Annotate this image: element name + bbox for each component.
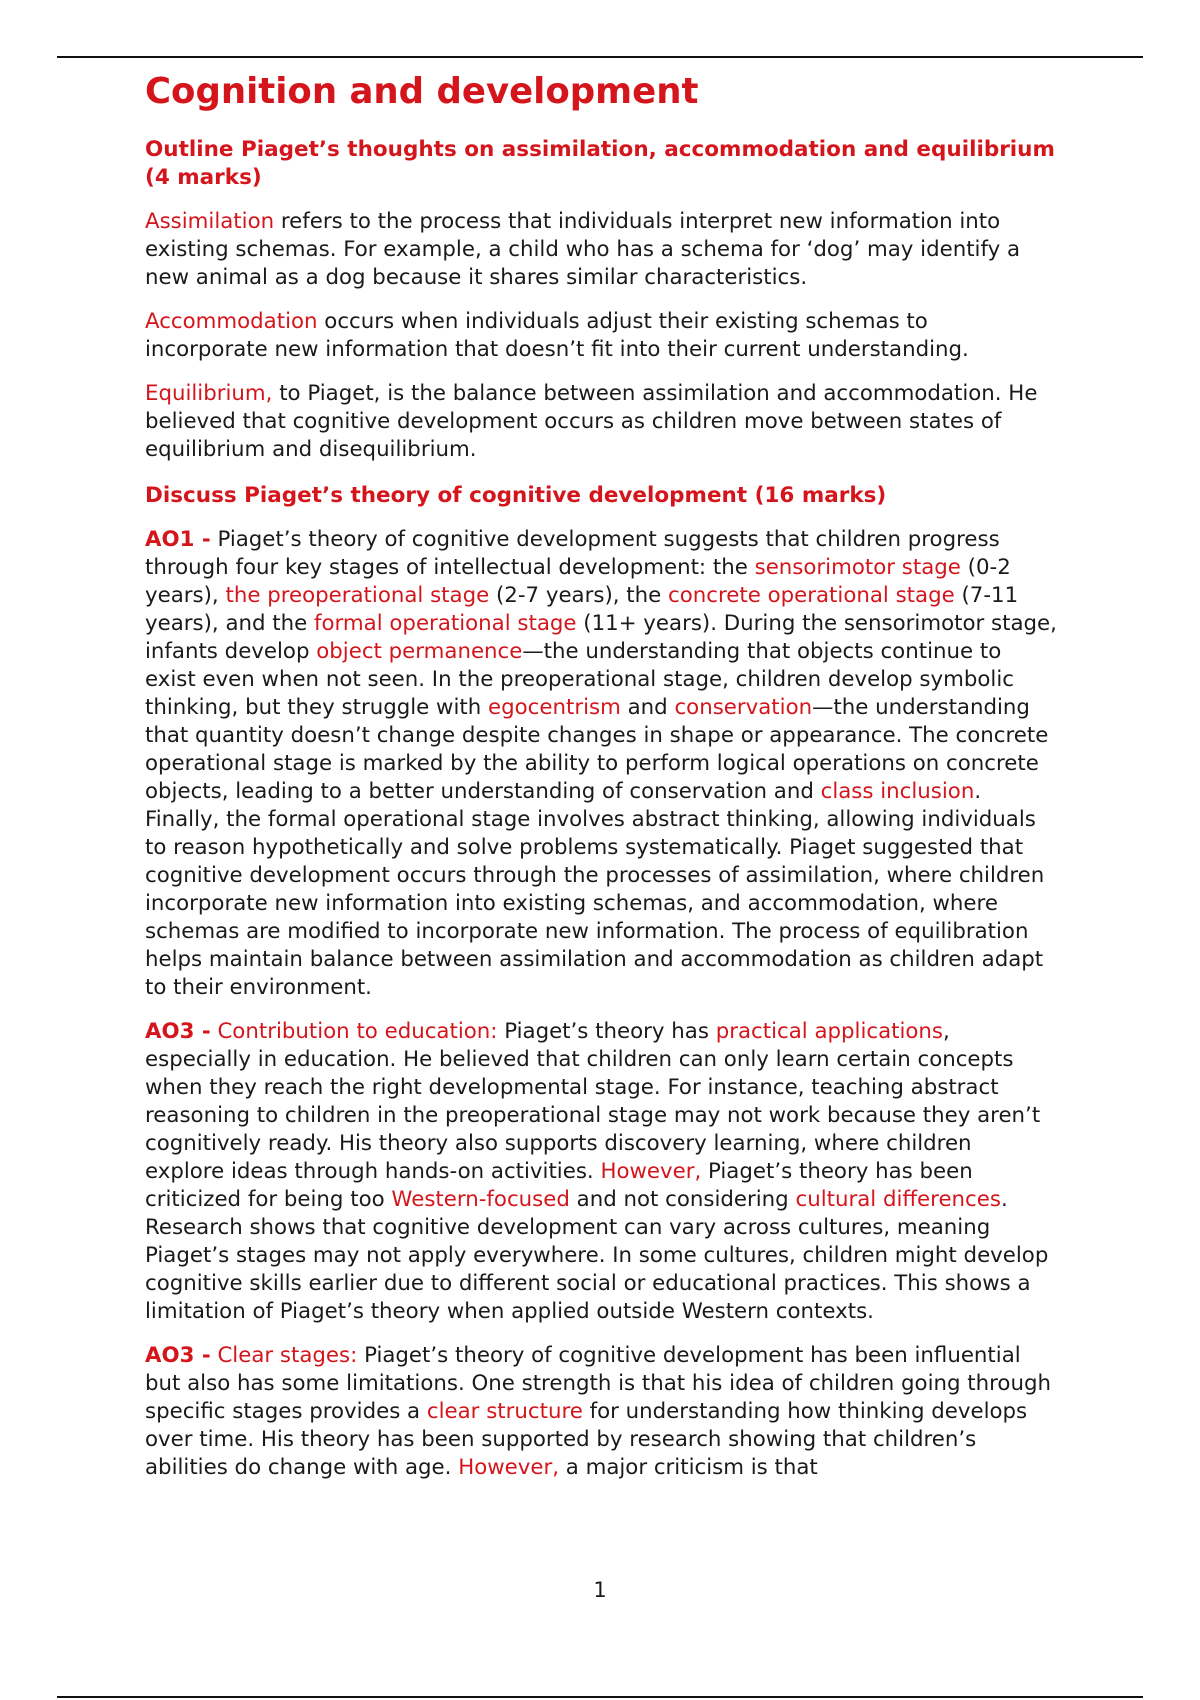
highlight-clear-structure: clear structure xyxy=(426,1399,583,1424)
highlight-formal-operational: formal operational stage xyxy=(314,611,577,636)
text-run: . Finally, the formal operational stage involves abstract thinking, allowing individuals to reason hypothetically and solve problems systematically. Piaget suggested that cognitive development occurs through the processes of assimilation, where children incorporate new information into existing schemas, and accommodation, where schemas are modified to incorporate new information. The process of equilibration helps maintain balance between assimilation and accommodation as children adapt to their environment. xyxy=(145,779,1045,1000)
text-run: (7-11 years), and the xyxy=(145,583,1019,636)
highlight-egocentrism: egocentrism xyxy=(488,695,621,720)
section-heading-outline: Outline Piaget’s thoughts on assimilation, accommodation and equilibrium (4 marks) xyxy=(145,137,1055,190)
highlight-cultural-differences: cultural differences xyxy=(795,1187,1001,1212)
highlight-however: However, xyxy=(458,1455,559,1480)
highlight-concrete-operational: concrete operational stage xyxy=(668,583,955,608)
text-run: and xyxy=(620,695,675,720)
page-title: Cognition and development xyxy=(145,71,699,112)
text-run: —the understanding that quantity doesn’t change despite changes in shape or appearance. The concrete operational stage is marked by the ability to perform logical operations on concrete objects, leading to a better understanding of conservation and xyxy=(145,695,1049,804)
text-run: . Research shows that cognitive development can vary across cultures, meaning Piaget’s stages may not apply everywhere. In some cultures, children might develop cognitive skills earlier due to different social or educational practices. This shows a limitation of Piaget’s theory when applied outside Western contexts. xyxy=(145,1187,1049,1324)
highlight-contribution: Contribution to education: xyxy=(210,1019,498,1044)
term-assimilation: Assimilation xyxy=(145,209,275,234)
highlight-object-permanence: object permanence xyxy=(316,639,523,664)
paragraph-assimilation xyxy=(145,208,1057,292)
highlight-western-focused: Western-focused xyxy=(391,1187,570,1212)
bottom-rule xyxy=(57,1696,1143,1698)
highlight-sensorimotor: sensorimotor stage xyxy=(754,555,961,580)
text-run: and not considering xyxy=(569,1187,796,1212)
term-equilibrium: Equilibrium, xyxy=(145,381,273,406)
paragraph-text: to Piaget, is the balance between assimilation and accommodation. He believed that cognitive development occurs as children move between states of equilibrium and disequilibrium. xyxy=(145,381,1038,462)
paragraph-equilibrium xyxy=(145,380,1057,464)
text-run: (11+ years). During the sensorimotor stage, infants develop xyxy=(145,611,1057,664)
highlight-conservation: conservation xyxy=(674,695,813,720)
section-heading-discuss: Discuss Piaget’s theory of cognitive development (16 marks) xyxy=(145,483,887,508)
text-run: —the understanding that objects continue to exist even when not seen. In the preoperational stage, children develop symbolic thinking, but they struggle with xyxy=(145,639,1014,720)
paragraph-text: refers to the process that individuals interpret new information into existing schemas. For example, a child who has a schema for ‘dog’ may identify a new animal as a dog because it shares similar characteristics. xyxy=(145,209,1021,290)
text-run: Piaget’s theory of cognitive development has been influential but also has some limitations. One strength is that his idea of children going through specific stages provides a xyxy=(145,1343,1051,1424)
ao1-label: AO1 - xyxy=(145,527,211,552)
term-accommodation: Accommodation xyxy=(145,309,318,334)
paragraph-accommodation xyxy=(145,308,1057,364)
highlight-clear-stages: Clear stages: xyxy=(210,1343,358,1368)
highlight-preoperational: the preoperational stage xyxy=(225,583,490,608)
page-number: 1 xyxy=(593,1578,607,1602)
document-body xyxy=(145,66,1057,1482)
text-run: for understanding how thinking develops over time. His theory has been supported by research showing that children’s abilities do change with age. xyxy=(145,1399,1028,1480)
paragraph-ao1 xyxy=(145,526,1057,1002)
paragraph-ao3-stages xyxy=(145,1342,1057,1482)
text-run: (0-2 years), xyxy=(145,555,1011,608)
paragraph-text: occurs when individuals adjust their existing schemas to incorporate new information that doesn’t fit into their current understanding. xyxy=(145,309,969,362)
highlight-practical-applications: practical applications xyxy=(715,1019,944,1044)
highlight-class-inclusion: class inclusion xyxy=(820,779,975,804)
text-run: , especially in education. He believed that children can only learn certain concepts when they reach the right developmental stage. For instance, teaching abstract reasoning to children in the preoperational stage may not work because they aren’t cognitively ready. His theory also supports discovery learning, where children explore ideas through hands-on activities. xyxy=(145,1019,1041,1184)
text-run: a major criticism is that xyxy=(558,1455,818,1480)
highlight-however: However, xyxy=(600,1159,702,1184)
text-run: Piaget’s theory of cognitive development suggests that children progress through four key stages of intellectual development: the xyxy=(145,527,1000,580)
text-run: (2-7 years), the xyxy=(489,583,669,608)
text-run: Piaget’s theory has been criticized for being too xyxy=(145,1159,973,1212)
top-rule xyxy=(57,56,1143,58)
ao3-label: AO3 - xyxy=(145,1019,211,1044)
text-run: Piaget’s theory has xyxy=(497,1019,716,1044)
paragraph-ao3-education xyxy=(145,1018,1057,1326)
ao3-label: AO3 - xyxy=(145,1343,211,1368)
